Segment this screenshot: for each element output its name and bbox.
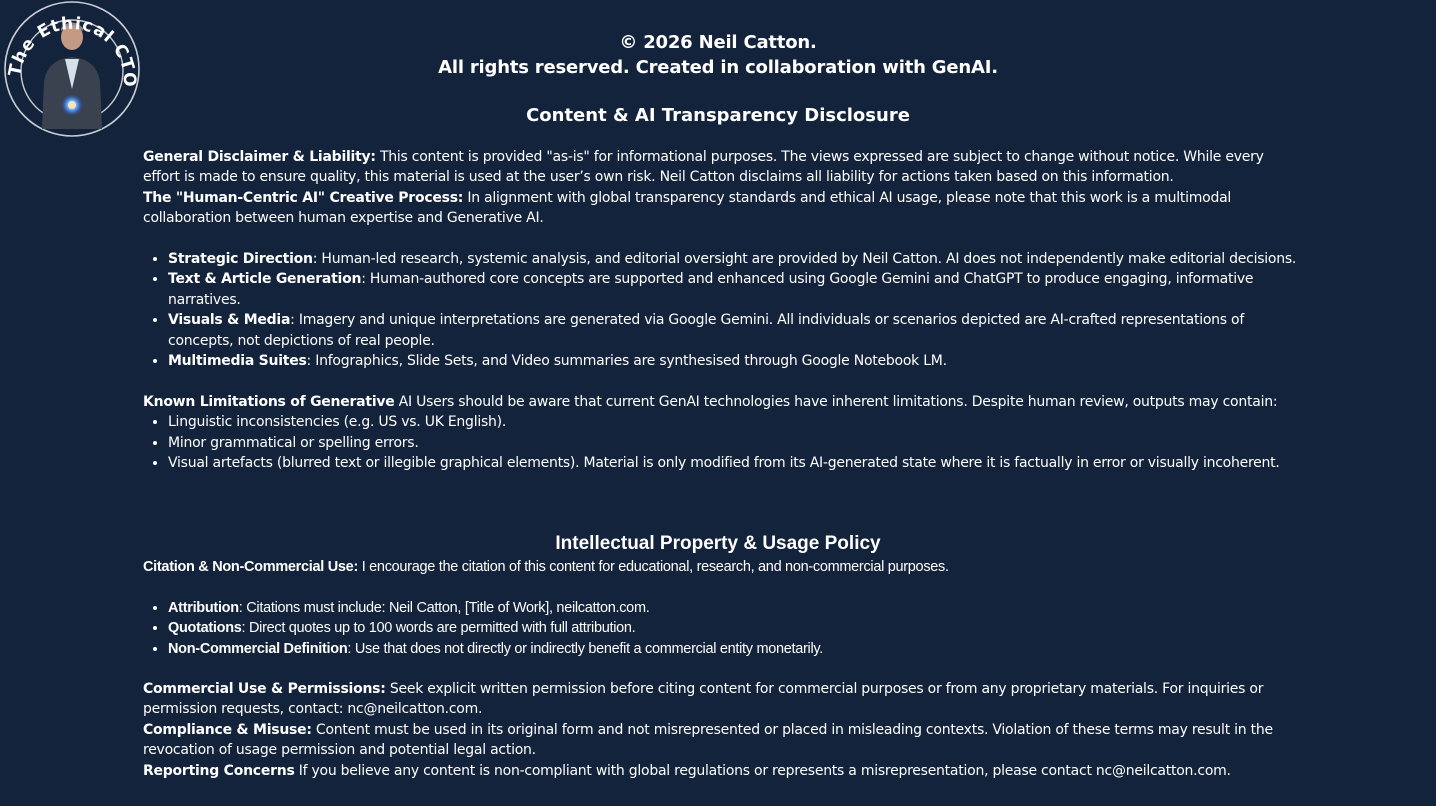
list-item xyxy=(168,310,1298,351)
general-disclaimer-text: This content is provided "as-is" for informational purposes. The views expressed are subject to change without notice. While every effort is made to ensure quality, this material is used at the user’s own risk. Neil Catton disclaims all liability for actions taken based on this information. xyxy=(143,149,1264,186)
citation-policy-label: Citation & Non-Commercial Use: xyxy=(143,559,358,575)
list-item-label: Quotations xyxy=(168,620,242,637)
citation-policy-text: I encourage the citation of this content for educational, research, and non-commercial purposes. xyxy=(357,559,949,575)
list-item-text: : Imagery and unique interpretations are generated via Google Gemini. All individuals or scenarios depicted are AI-crafted representations of concepts, not depictions of real people. xyxy=(168,312,1245,349)
list-item-text: : Citations must include: Neil Catton, [Title of Work], neilcatton.com. xyxy=(238,599,650,616)
reporting-concerns-label: Reporting Concerns xyxy=(143,762,295,779)
citation-policy xyxy=(143,557,1298,577)
commercial-use xyxy=(143,679,1298,720)
copyright-line: © 2026 Neil Catton. xyxy=(619,32,817,53)
list-item-label: Non-Commercial Definition xyxy=(168,640,348,657)
list-item-text: : Direct quotes up to 100 words are permitted with full attribution. xyxy=(241,620,636,637)
known-limitations-label: Known Limitations of Generative xyxy=(143,393,395,410)
list-item-text: : Infographics, Slide Sets, and Video summaries are synthesised through Google Notebook LM. xyxy=(306,353,947,370)
general-disclaimer xyxy=(143,147,1298,188)
known-limitations xyxy=(143,392,1298,412)
disclosure-section xyxy=(143,147,1298,473)
compliance-misuse xyxy=(143,720,1298,761)
list-item xyxy=(168,639,1298,659)
list-item: • Linguistic inconsistencies (e.g. US vs. UK English). xyxy=(168,412,1298,432)
list-item-text: : Human-authored core concepts are supported and enhanced using Google Gemini and ChatGPT to produce engaging, informative narratives. xyxy=(168,271,1254,308)
list-item-text: : Use that does not directly or indirectly benefit a commercial entity monetarily. xyxy=(347,640,824,657)
list-item xyxy=(168,351,1298,371)
list-item: • Minor grammatical or spelling errors. xyxy=(168,433,1298,453)
list-item-label: Strategic Direction xyxy=(168,251,313,268)
ip-terms-section xyxy=(143,679,1298,781)
reporting-concerns-text: If you believe any content is non-compliant with global regulations or represents a misrepresentation, please contact nc@neilcatton.com. xyxy=(294,762,1231,779)
known-limitations-text: AI Users should be aware that current GenAI technologies have inherent limitations. Despite human review, outputs may contain: xyxy=(394,393,1278,410)
list-item xyxy=(168,269,1298,310)
creative-process xyxy=(143,188,1298,229)
ip-list xyxy=(143,598,1298,659)
general-disclaimer-label: General Disclaimer & Liability: xyxy=(143,149,376,165)
creative-process-text: In alignment with global transparency standards and ethical AI usage, please note that this work is a multimodal collaboration between human expertise and Generative AI. xyxy=(143,189,1232,227)
list-item xyxy=(168,249,1298,269)
compliance-misuse-label: Compliance & Misuse: xyxy=(143,721,312,738)
svg-text:The Ethical CTO: The Ethical CTO xyxy=(5,13,140,88)
commercial-use-label: Commercial Use & Permissions: xyxy=(143,681,386,697)
ip-citation-section xyxy=(143,557,1298,659)
ip-policy-title: Intellectual Property & Usage Policy xyxy=(555,533,881,554)
list-item xyxy=(168,618,1298,638)
process-list xyxy=(143,249,1298,371)
compliance-misuse-text: Content must be used in its original form and not misrepresented or placed in misleading contexts. Violation of these terms may result in the revocation of usage permission and potential legal action. xyxy=(143,721,1273,759)
list-item-label: Attribution xyxy=(168,599,239,616)
list-item-label: Multimedia Suites xyxy=(168,353,307,370)
commercial-use-text: Seek explicit written permission before citing content for commercial purposes or from any proprietary materials. For inquiries or permission requests, contact: nc@neilcatton.com. xyxy=(143,681,1264,718)
list-item-text: : Human-led research, systemic analysis, and editorial oversight are provided by Neil Catton. AI does not independently make editorial decisions. xyxy=(312,251,1297,268)
list-item: • Visual artefacts (blurred text or illegible graphical elements). Material is only modified from its AI-generated state where it is factually in error or visually incoherent. xyxy=(168,453,1298,473)
disclosure-title: Content & AI Transparency Disclosure xyxy=(526,105,910,126)
creative-process-label: The "Human-Centric AI" Creative Process: xyxy=(143,189,464,206)
reporting-concerns xyxy=(143,761,1298,781)
list-item-label: Visuals & Media xyxy=(168,312,291,329)
rights-line: All rights reserved. Created in collaboration with GenAI. xyxy=(438,57,998,78)
limitations-list xyxy=(143,412,1298,473)
copyright-header xyxy=(0,30,1436,80)
list-item-label: Text & Article Generation xyxy=(168,271,362,288)
list-item xyxy=(168,598,1298,618)
